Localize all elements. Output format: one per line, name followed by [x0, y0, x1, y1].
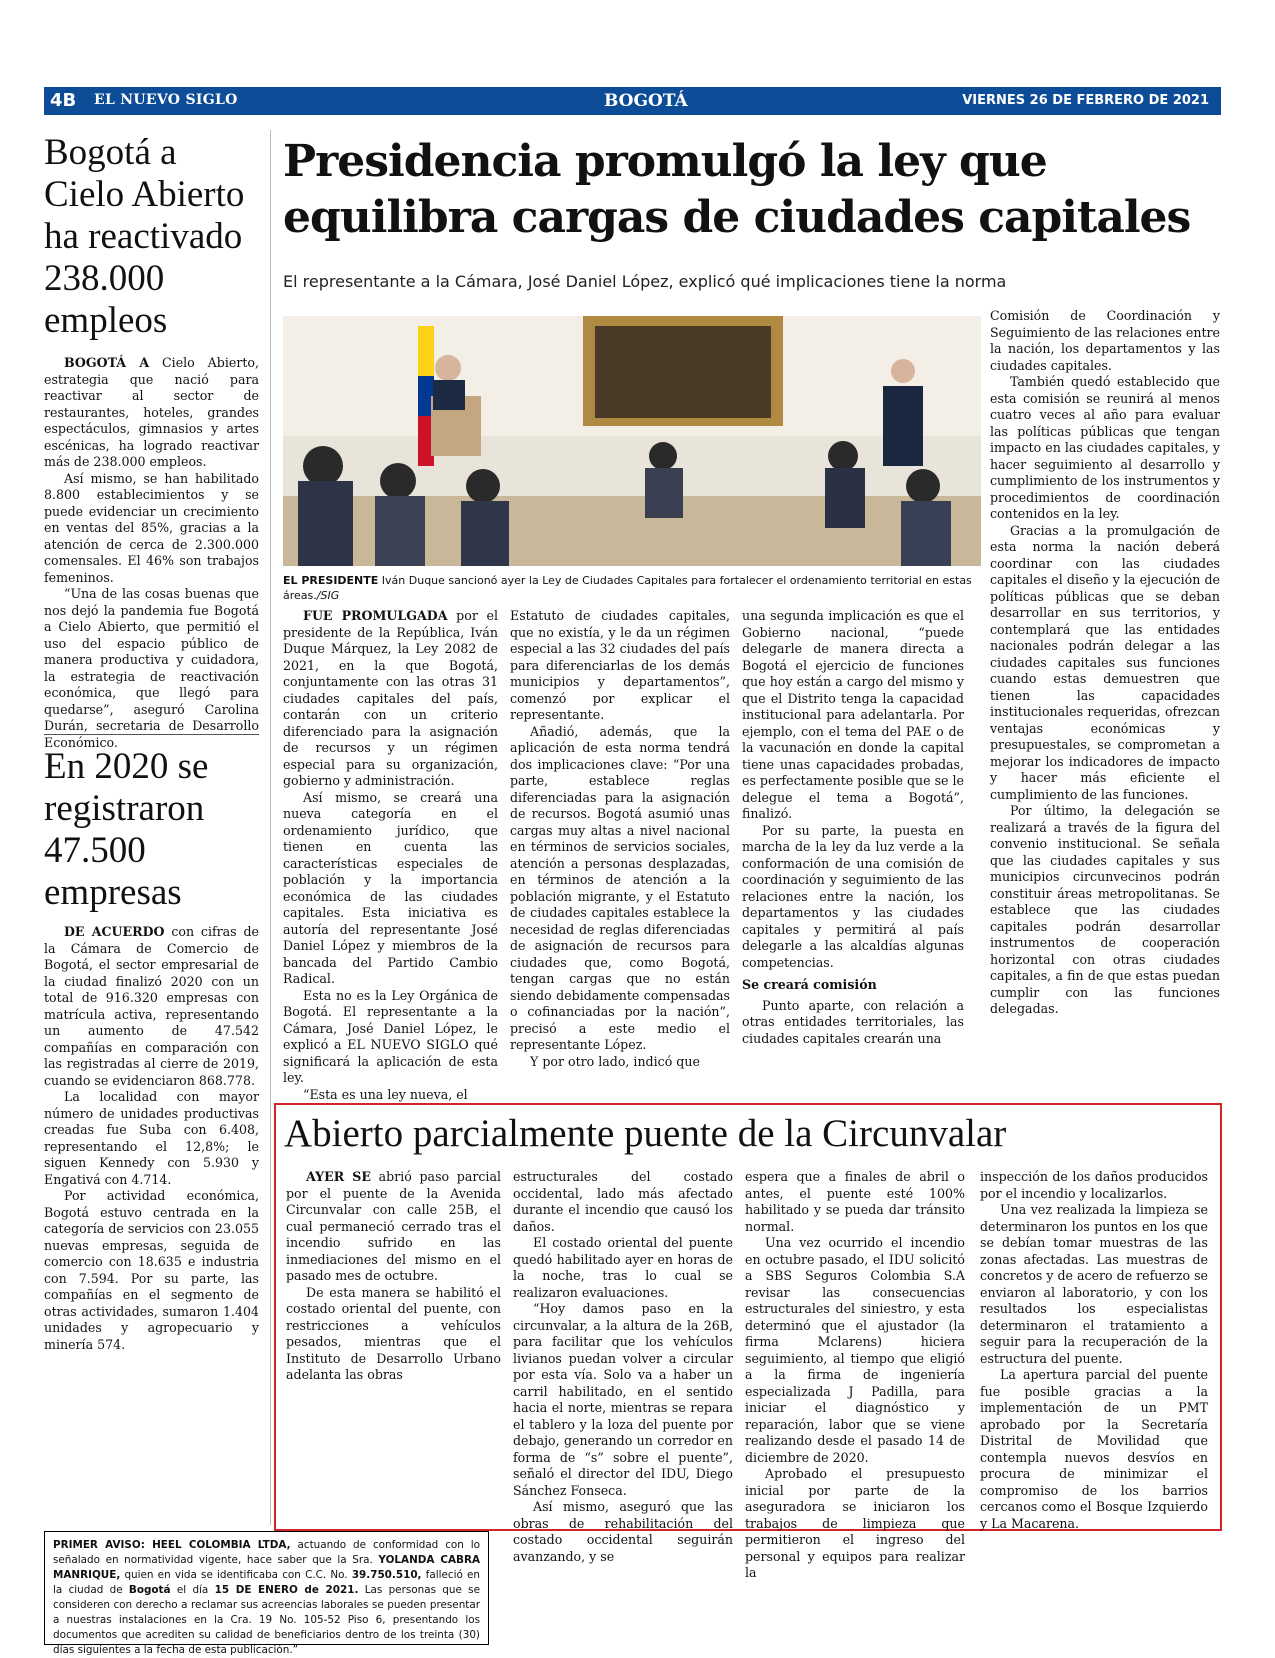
lead-in: DE ACUERDO [64, 924, 165, 939]
paragraph: De esta manera se habilitó el costado oriental del puente, con restricciones a vehículos pesados, mientras que el Instituto de Desarrollo Urbano adelanta las obras [286, 1284, 501, 1382]
issue-date: VIERNES 26 DE FEBRERO DE 2021 [962, 93, 1209, 108]
bottom-col-1: AYER SE abrió paso parcial por el puente de la Avenida Circunvalar con calle 25B, el cual permaneció cerrado tras el incendio sufrido en las inmediaciones del mismo en el pasado mes de octubre. De esta manera se habilitó el costado oriental del puente, con restricciones a vehículos pesados, mientras que el Instituto de Desarrollo Urbano adelanta las obras [286, 1169, 501, 1382]
paragraph: una segunda implicación es que el Gobierno nacional, “puede delegarle de manera directa a Bogotá el ejercicio de funciones que hoy están a cargo del mismo y que el Distrito tenga la capacidad institucional para adelantarla. Por ejemplo, con el tema del PAE o de la vacunación en donde la capital tiene unas capacidades probadas, es perfectamente posible que se le delegue el tema a Bogotá”, finalizó. [742, 608, 964, 821]
subhead: Se creará comisión [742, 977, 877, 992]
paragraph: Por último, la delegación se realizará a través de la figura del convenio institucional. Se señala que las ciudades capitales y sus municipios circunvecinos podrán constituir áreas metropolitanas. Se establece que las ciudades capitales podrán desarrollar instrumentos de cooperación horizontal con otras ciudades capitales, a fin de que estas puedan cumplir con las funciones delegadas. [990, 803, 1220, 1016]
main-col-4 [990, 308, 1220, 1018]
lead-in: AYER SE [306, 1169, 371, 1184]
section-title: BOGOTÁ [604, 91, 688, 111]
paragraph: “Hoy damos paso en la circunvalar, a la altura de la 26B, para facilitar que los vehículos livianos puedan volver a circular por esta vía. Solo va a haber un carril habilitado, en el sentido hacia el norte, mientras se repara el tablero y la loza del puente por debajo, generando un corredor en forma de “s” sobre el puente”, señaló el director del IDU, Diego Sánchez Fonseca. [513, 1301, 733, 1498]
paragraph: Así mismo, se han habilitado 8.800 establecimientos y se puede evidenciar un crecimiento en ventas del 85%, gracias a la atención de cerca de 2.300.000 comensales. El 46% son trabajos femeninos. [44, 470, 259, 585]
sidebar-story-2: DE ACUERDO con cifras de la Cámara de Comercio de Bogotá, el sector empresarial de la ciudad finalizó 2020 con un total de 916.320 empresas con matrícula activa, representando un aumento de 47.542 compañías en comparación con las registradas al cierre de 2019, cuando se evidenciaron 868.778. La localidad con mayor número de unidades productivas creadas fue Suba con 6.408, representando el 12,8%; le siguen Kennedy con 5.930 y Engativá con 4.714. Por actividad económica, Bogotá estuvo centrada en la categoría de servicios con 23.055 nuevas empresas, seguida de comercio con 18.635 e industria con 7.594. Por su parte, las compañías en el segmento de otras actividades, sumaron 1.404 unidades y agropecuario y minería 574. [44, 924, 259, 1352]
legal-notice: PRIMER AVISO: HEEL COLOMBIA LTDA, actuando de conformidad con lo señalado en normatividad vigente, hace saber que la Sra. YOLANDA CABRA MANRIQUE, quien en vida se identificaba con C.C. No. 39.750.510, falleció en la ciudad de Bogotá el día 15 DE ENERO de 2021. Las personas que se consideren con derecho a reclamar sus acreencias laborales se pueden presentar a nuestras instalaciones en la Cra. 19 No. 105-52 Piso 6, presentando los documentos que acrediten su calidad de beneficiarios dentro de los treinta (30) días siguientes a la fecha de esta publicación.” [44, 1531, 489, 1645]
paragraph: Aprobado el presupuesto inicial por parte de la aseguradora se iniciaron los trabajos de limpieza que permitieron el ingreso del personal y equipos para realizar la [745, 1466, 965, 1580]
lead-in: FUE PROMULGADA [303, 608, 448, 623]
paragraph: Así mismo, aseguró que las obras de rehabilitación del costado occidental seguirán avanzando, y se [513, 1499, 733, 1564]
page-number: 4B [50, 90, 77, 111]
masthead: EL NUEVO SIGLO [94, 92, 238, 108]
main-deck: El representante a la Cámara, José Daniel López, explicó qué implicaciones tiene la norma [283, 272, 1007, 291]
paragraph: También quedó establecido que esta comisión se reunirá al menos cuatro veces al año para evaluar las políticas públicas que tengan impacto en las ciudades capitales, y hacer seguimiento al desarrollo y cumplimiento de los instrumentos y procedimientos de coordinación contenidos en la ley. [990, 374, 1220, 521]
sidebar-headline-1: Bogotá a Cielo Abierto ha reactivado 238.000 empleos [44, 132, 245, 341]
main-col-2 [510, 608, 730, 1070]
paragraph: El costado oriental del puente quedó habilitado ayer en horas de la noche, tras lo cual se realizaron evaluaciones. [513, 1235, 733, 1300]
paragraph: Gracias a la promulgación de esta norma la nación deberá coordinar con las ciudades capitales el diseño y la ejecución de políticas públicas que se deban desarrollar en sus territorios, y contemplará que las entidades nacionales podrán delegar a las ciudades capitales sus funciones cuando estas demuestren que tienen las capacidades institucionales requeridas, ofrezcan ventajas económicas y presupuestales, se comprometan a mejorar los indicadores de impacto y hacer más eficiente el cumplimiento de las funciones. [990, 522, 1220, 802]
paragraph: espera que a finales de abril o antes, el puente esté 100% habilitado y se pueda dar tránsito normal. [745, 1169, 965, 1234]
paragraph: Una vez realizada la limpieza se determinaron los puntos en los que se debían tomar muestras de las zonas afectadas. Las muestras de concretos y de acero de refuerzo se enviaron al laboratorio, y con los resultados los especialistas determinaron el tratamiento a seguir para la recuperación de la estructura del puente. [980, 1202, 1209, 1366]
paragraph: estructurales del costado occidental, lado más afectado durante el incendio que causó los daños. [513, 1169, 733, 1234]
sidebar-headline-2: En 2020 se registraron 47.500 empresas [44, 746, 209, 913]
lead-in: BOGOTÁ A [64, 355, 150, 370]
bottom-col-3 [745, 1169, 965, 1582]
main-col-1: FUE PROMULGADA por el presidente de la República, Iván Duque Márquez, la Ley 2082 de 2021, en la que Bogotá, conjuntamente con las otras 31 ciudades capitales del país, contarán con un criterio diferenciado para la asignación de recursos y un régimen especial para su organización, gobierno y administración. Así mismo, se creará una nueva categoría en el ordenamiento jurídico, que tienen en cuenta las características especiales de población y la importancia económica de las ciudades capitales. Esta iniciativa es autoría del representante José Daniel López y miembros de la bancada del Partido Cambio Radical. Esta no es la Ley Orgánica de Bogotá. El representante a la Cámara, José Daniel López, le explicó a EL NUEVO SIGLO qué significará la aplicación de esta ley. “Esta es una ley nueva, el [283, 608, 498, 1102]
paragraph: “Esta es una ley nueva, el [303, 1086, 468, 1102]
page-header-bar [44, 87, 1221, 115]
bottom-headline: Abierto parcialmente puente de la Circunvalar [284, 1112, 1007, 1155]
paragraph: “Una de las cosas buenas que nos dejó la pandemia fue Bogotá a Cielo Abierto, que permitió el uso del espacio público de manera productiva y cuidadora, la estrategia de reactivación económica, que llegó para quedarse”, aseguró Carolina Durán, secretaria de Desarrollo Económico. [44, 586, 259, 750]
sidebar-story-1: BOGOTÁ A Cielo Abierto, estrategia que nació para reactivar al sector de restaurantes, hoteles, grandes espectáculos, gimnasios y artes escénicas, ha logrado reactivar más de 238.000 empleos. Así mismo, se han habilitado 8.800 establecimientos y se puede evidenciar un crecimiento en ventas del 85%, gracias a la atención de cerca de 2.300.000 comensales. El 46% son trabajos femeninos. “Una de las cosas buenas que nos dejó la pandemia fue Bogotá a Cielo Abierto, que permitió el uso del espacio público de manera productiva y cuidadora, la estrategia de reactivación económica, que llegó para quedarse”, aseguró Carolina Durán, secretaria de Desarrollo Económico. [44, 355, 259, 750]
divider [44, 734, 259, 735]
main-col-3 [742, 608, 964, 1047]
main-headline: Presidencia promulgó la ley que equilibra cargas de ciudades capitales [283, 136, 1191, 243]
paragraph: Añadió, además, que la aplicación de esta norma tendrá dos implicaciones clave: “Por una parte, establece reglas diferenciadas para la asignación de recursos. Bogotá asumió unas cargas muy altas a nivel nacional en términos de servicios sociales, atención a personas desplazadas, en términos de atención a la población migrante, y el Estatuto de ciudades capitales establece la necesidad de reglas diferenciadas de asignación de recursos para ciudades que, como Bogotá, tengan cargas que no están siendo debidamente compensadas o cofinanciadas por la nación”, precisó a este medio el representante López. [510, 723, 730, 1052]
bottom-col-4 [980, 1169, 1208, 1532]
paragraph: La localidad con mayor número de unidades productivas creadas fue Suba con 6.408, representando el 12,8%; le siguen Kennedy con 5.930 y Engativá con 4.714. [44, 1089, 259, 1187]
paragraph: Punto aparte, con relación a otras entidades territoriales, las ciudades capitales crearán una [742, 997, 964, 1046]
paragraph: Estatuto de ciudades capitales, que no existía, y le da un régimen especial a las 32 ciudades del país para diferenciarlas de los demás municipios y departamentos”, comenzó por explicar el representante. [510, 608, 730, 722]
paragraph: Así mismo, se creará una nueva categoría en el ordenamiento jurídico, que tienen en cuenta las características especiales de población y la importancia económica de las ciudades capitales. Esta iniciativa es autoría del representante José Daniel López y miembros de la bancada del Partido Cambio Radical. [283, 789, 498, 986]
paragraph: Por su parte, la puesta en marcha de la ley da luz verde a la conformación de una comisión de coordinación y seguimiento de las relaciones entre la nación, los departamentos y las ciudades capitales y permitirá al país delegarle a las alcaldías algunas competencias. [742, 822, 964, 970]
paragraph: inspección de los daños producidos por el incendio y localizarlos. [980, 1169, 1208, 1201]
paragraph: Esta no es la Ley Orgánica de Bogotá. El representante a la Cámara, José Daniel López, le explicó a EL NUEVO SIGLO qué significará la aplicación de esta ley. [283, 987, 498, 1085]
paragraph: Comisión de Coordinación y Seguimiento de las relaciones entre la nación, los departamentos y las ciudades capitales. [990, 308, 1220, 373]
news-photo [283, 316, 981, 566]
paragraph: La apertura parcial del puente fue posible gracias a la implementación de un PMT aprobado por la Secretaría Distrital de Movilidad que contempla nuevos desvíos en procura de minimizar el compromiso de los barrios cercanos como el Bosque Izquierdo y La Macarena. [980, 1367, 1208, 1531]
bottom-col-2 [513, 1169, 733, 1565]
photo-caption: EL PRESIDENTE Iván Duque sancionó ayer la Ley de Ciudades Capitales para fortalecer el ordenamiento territorial en estas áreas./SIG [283, 574, 972, 602]
column-divider [270, 130, 271, 1525]
paragraph: Por actividad económica, Bogotá estuvo centrada en la categoría de servicios con 23.055 nuevas empresas, seguida de comercio con 18.635 e industria con 7.594. Por su parte, las compañías en el segmento de otras actividades, sumaron 1.404 unidades y agropecuario y minería 574. [44, 1188, 259, 1352]
paragraph: Una vez ocurrido el incendio en octubre pasado, el IDU solicitó a SBS Seguros Colombia S.A revisar las consecuencias estructurales del siniestro, y esta determinó que el ajustador (la firma Mclarens) hiciera seguimiento, al tiempo que eligió a la firma de ingeniería especializada J Padilla, para iniciar el diagnóstico y reparación, labor que se viene realizando desde el pasado 14 de diciembre de 2020. [745, 1235, 965, 1465]
paragraph: Y por otro lado, indicó que [530, 1053, 700, 1069]
